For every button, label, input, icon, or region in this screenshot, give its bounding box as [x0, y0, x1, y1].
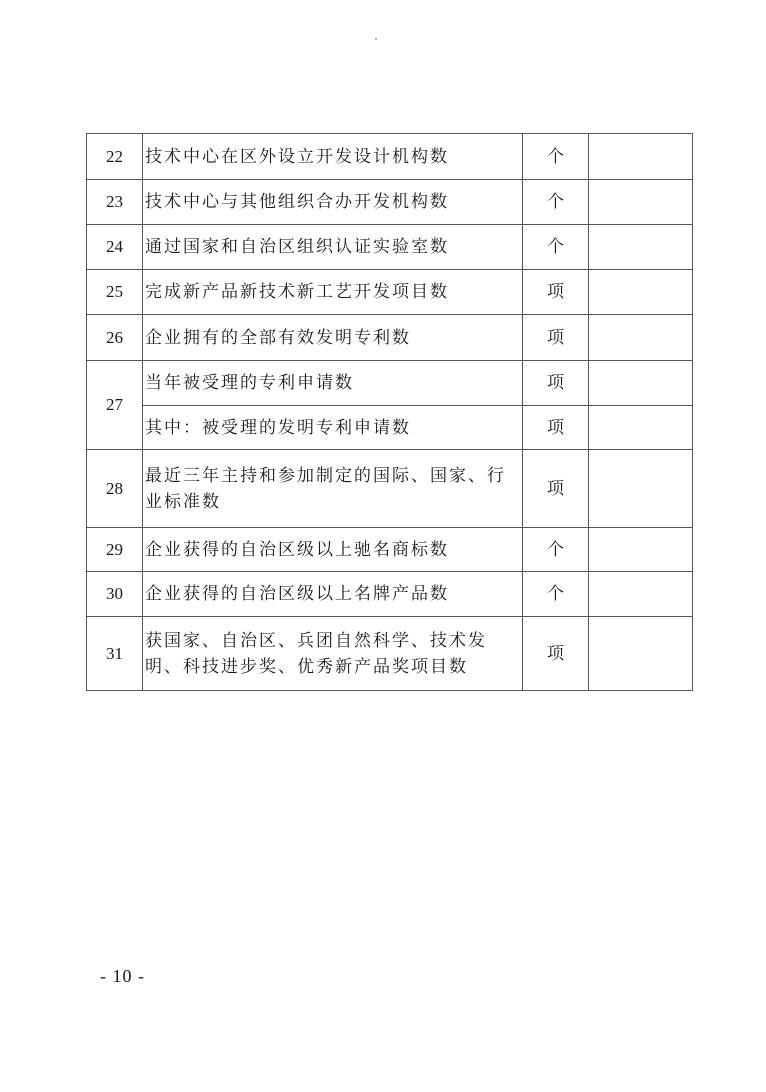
unit-text: 项: [523, 270, 589, 315]
item-text: 企业获得的自治区级以上名牌产品数: [143, 572, 523, 617]
table-row: [87, 406, 693, 450]
table-row: [87, 617, 693, 691]
value-cell[interactable]: [589, 315, 693, 361]
row-number: 25: [87, 270, 143, 315]
row-number: 30: [87, 572, 143, 617]
unit-text: 个: [523, 225, 589, 270]
unit-text: 项: [523, 315, 589, 361]
statistics-table: [86, 133, 693, 691]
value-cell[interactable]: [589, 406, 693, 450]
table-row: [87, 528, 693, 572]
row-number: 29: [87, 528, 143, 572]
unit-text: 个: [523, 134, 589, 180]
table-row: [87, 270, 693, 315]
unit-text: 项: [523, 406, 589, 450]
value-cell[interactable]: [589, 528, 693, 572]
value-cell[interactable]: [589, 450, 693, 528]
table-row: [87, 361, 693, 406]
item-text: 完成新产品新技术新工艺开发项目数: [143, 270, 523, 315]
value-cell[interactable]: [589, 617, 693, 691]
row-number: 22: [87, 134, 143, 180]
table-row: [87, 225, 693, 270]
value-cell[interactable]: [589, 225, 693, 270]
item-text: 最近三年主持和参加制定的国际、国家、行业标准数: [143, 450, 523, 528]
row-number: 23: [87, 180, 143, 225]
item-text: 当年被受理的专利申请数: [143, 361, 523, 406]
page-number: - 10 -: [100, 966, 145, 986]
unit-text: 个: [523, 528, 589, 572]
item-text: 其中：被受理的发明专利申请数: [143, 406, 523, 450]
table-row: [87, 134, 693, 180]
item-text: 技术中心与其他组织合办开发机构数: [143, 180, 523, 225]
value-cell[interactable]: [589, 572, 693, 617]
value-cell[interactable]: [589, 134, 693, 180]
value-cell[interactable]: [589, 270, 693, 315]
row-number: 26: [87, 315, 143, 361]
table-row: [87, 315, 693, 361]
row-number: 24: [87, 225, 143, 270]
table-row: [87, 180, 693, 225]
unit-text: 项: [523, 450, 589, 528]
scan-speck: [375, 38, 377, 40]
item-text: 通过国家和自治区组织认证实验室数: [143, 225, 523, 270]
value-cell[interactable]: [589, 361, 693, 406]
value-cell[interactable]: [589, 180, 693, 225]
row-number: 27: [87, 361, 143, 450]
unit-text: 项: [523, 617, 589, 691]
item-text: 获国家、自治区、兵团自然科学、技术发明、科技进步奖、优秀新产品奖项目数: [143, 617, 523, 691]
item-text: 技术中心在区外设立开发设计机构数: [143, 134, 523, 180]
unit-text: 项: [523, 361, 589, 406]
table-row: [87, 572, 693, 617]
unit-text: 个: [523, 180, 589, 225]
table-row: [87, 450, 693, 528]
item-text: 企业获得的自治区级以上驰名商标数: [143, 528, 523, 572]
row-number: 31: [87, 617, 143, 691]
row-number: 28: [87, 450, 143, 528]
item-text: 企业拥有的全部有效发明专利数: [143, 315, 523, 361]
unit-text: 个: [523, 572, 589, 617]
